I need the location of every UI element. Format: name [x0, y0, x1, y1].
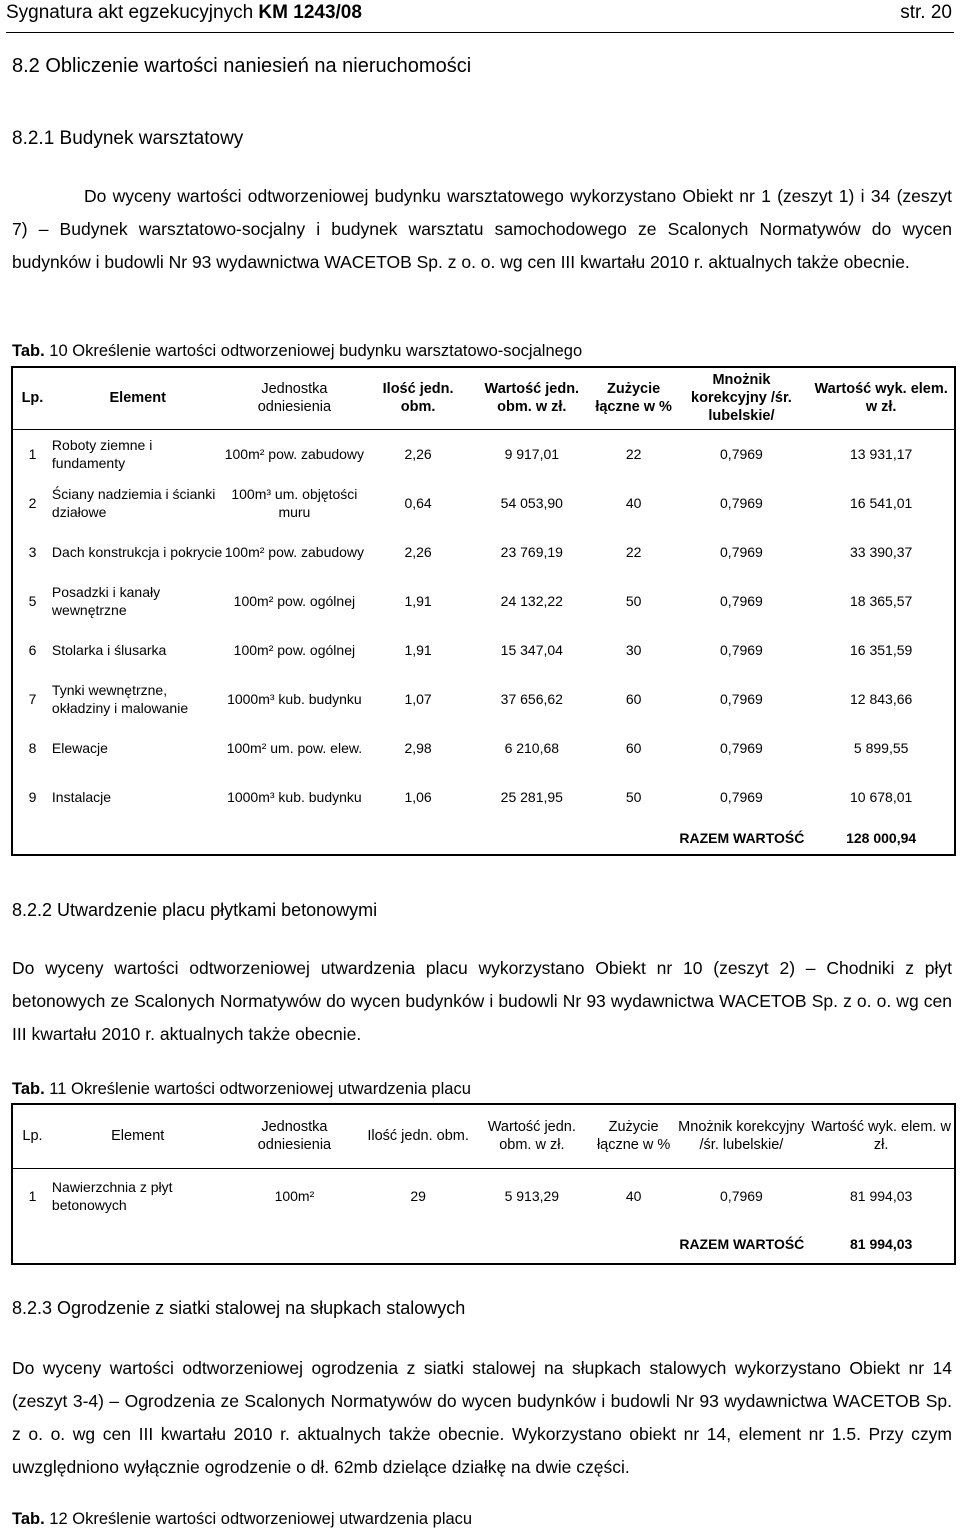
paragraph-823: Do wyceny wartości odtworzeniowej ogrodzenia z siatki stalowej na słupkach stalowych wykorzystano Obiekt nr 14 (zeszyt 3-4) – Ogrodzenia ze Scalonych Normatywów do wycen budynków i budowli Nr 93 wydawnictwa WACETOB Sp. z o. o. wg cen III kwartału 2010 r. aktualnych także obecnie. Wykorzystano obiekt nr 14, element nr 1.5. Przy czym uwzględniono wyłącznie ogrodzenie o dł. 62mb dzielące działkę na dwie części.	[12, 1358, 952, 1477]
total-label: RAZEM WARTOŚĆ	[679, 829, 805, 846]
row-multiplier: 0,7969	[720, 494, 763, 511]
row-qty: 0,64	[404, 494, 432, 511]
row-qty: 1,06	[404, 788, 432, 805]
page-number: str. 20	[900, 2, 952, 23]
row-unit: 100m²	[274, 1188, 315, 1205]
table-title-12: Tab. 12 Określenie wartości odtworzeniowej utwardzenia placu	[12, 1510, 473, 1528]
row-qty: 1,07	[404, 690, 432, 707]
row-unit-value: 6 210,68	[504, 739, 560, 756]
row-element: Instalacje	[51, 788, 112, 805]
row-wear: 60	[625, 690, 642, 707]
row-wear: 50	[625, 788, 642, 805]
table-row	[12, 625, 955, 674]
row-unit: 100m³ um. objętości muru	[231, 485, 358, 520]
row-unit-value: 9 917,01	[504, 445, 560, 462]
paragraph-821: Do wyceny wartości odtworzeniowej budynku warsztatowego wykorzystano Obiekt nr 1 (zeszyt 1) i 34 (zeszyt 7) – Budynek warsztatowo-socjalny i budynek warsztatu samochodowego ze Scalonych Normatywów do wycen budynków i budowli Nr 93 wydawnictwa WACETOB Sp. z o. o. wg cen III kwartału 2010 r. aktualnych także obecnie.	[12, 186, 952, 272]
row-qty: 29	[410, 1188, 426, 1205]
row-wear: 40	[625, 494, 642, 511]
row-multiplier: 0,7969	[720, 543, 763, 560]
row-lp: 1	[28, 1188, 37, 1205]
table-header-row	[12, 367, 955, 429]
col-header-qty: Ilość jedn. obm.	[367, 1128, 469, 1145]
row-element: Ściany nadziemia i ścianki działowe	[51, 485, 216, 520]
total-row	[12, 1224, 955, 1264]
row-lp: 1	[28, 445, 37, 462]
row-element: Stolarka i ślusarka	[51, 641, 167, 658]
table-row	[12, 576, 955, 625]
subsection-title-821: 8.2.1 Budynek warsztatowy	[12, 128, 244, 149]
row-element: Nawierzchnia z płyt betonowych	[51, 1179, 173, 1214]
row-value: 10 678,01	[850, 788, 913, 805]
case-signature: Sygnatura akt egzekucyjnych KM 1243/08	[6, 2, 362, 23]
col-header-unit-value: Wartość jedn. obm. w zł.	[484, 381, 580, 416]
table-11	[11, 1103, 956, 1265]
table-row	[12, 1168, 955, 1224]
col-header-qty: Ilość jedn. obm.	[382, 381, 454, 416]
row-wear: 40	[625, 1188, 642, 1205]
page-header	[6, 2, 952, 32]
subsection-title-822: 8.2.2 Utwardzenie placu płytkami betonowymi	[12, 900, 378, 920]
row-unit: 100m² pow. ogólnej	[233, 641, 356, 658]
col-header-wear: Zużycie łączne w %	[595, 381, 672, 416]
row-element: Dach konstrukcja i pokrycie	[51, 543, 223, 560]
col-header-unit-value: Wartość jedn. obm. w zł.	[487, 1119, 576, 1154]
subsection-title-823: 8.2.3 Ogrodzenie z siatki stalowej na słupkach stalowych	[12, 1298, 466, 1318]
total-row	[12, 821, 955, 855]
row-wear: 22	[625, 445, 642, 462]
col-header-wear: Zużycie łączne w %	[596, 1119, 671, 1154]
col-header-multiplier: Mnożnik korekcyjny /śr. lubelskie/	[678, 1119, 805, 1154]
row-unit: 1000m³ kub. budynku	[227, 690, 362, 707]
row-value: 33 390,37	[850, 543, 913, 560]
row-multiplier: 0,7969	[720, 1188, 763, 1205]
row-lp: 9	[28, 788, 37, 805]
row-multiplier: 0,7969	[720, 592, 763, 609]
row-lp: 5	[28, 592, 37, 609]
table-row	[12, 478, 955, 527]
row-value: 16 351,59	[850, 641, 913, 658]
row-wear: 60	[625, 739, 642, 756]
row-qty: 1,91	[404, 592, 432, 609]
row-unit-value: 25 281,95	[500, 788, 563, 805]
table-row	[12, 723, 955, 772]
row-unit: 100m² pow. ogólnej	[233, 592, 356, 609]
row-multiplier: 0,7969	[720, 641, 763, 658]
col-header-value: Wartość wyk. elem. w zł.	[814, 381, 948, 416]
col-header-value: Wartość wyk. elem. w zł.	[811, 1119, 951, 1154]
table-row	[12, 674, 955, 723]
row-lp: 3	[28, 543, 37, 560]
row-qty: 1,91	[404, 641, 432, 658]
row-element: Tynki wewnętrzne, okładziny i malowanie	[51, 681, 189, 716]
row-multiplier: 0,7969	[720, 690, 763, 707]
col-header-unit: Jednostka odniesienia	[257, 381, 332, 416]
row-qty: 2,26	[404, 543, 432, 560]
row-qty: 2,26	[404, 445, 432, 462]
row-value: 12 843,66	[850, 690, 913, 707]
row-element: Posadzki i kanały wewnętrzne	[51, 583, 161, 618]
col-header-lp: Lp.	[21, 390, 44, 407]
header-divider	[6, 32, 954, 33]
col-header-multiplier: Mnożnik korekcyjny /śr. lubelskie/	[691, 372, 792, 425]
paragraph-822: Do wyceny wartości odtworzeniowej utwardzenia placu wykorzystano Obiekt nr 10 (zeszyt 2) – Chodniki z płyt betonowych ze Scalonych Normatywów do wycen budynków i budowli Nr 93 wydawnictwa WACETOB Sp. z o. o. wg cen III kwartału 2010 r. aktualnych także obecnie.	[12, 958, 952, 1044]
col-header-element: Element	[111, 1128, 165, 1145]
row-unit: 1000m³ kub. budynku	[227, 788, 362, 805]
row-unit: 100m² pow. zabudowy	[224, 445, 365, 462]
row-lp: 7	[28, 690, 37, 707]
total-label: RAZEM WARTOŚĆ	[679, 1235, 805, 1252]
row-value: 13 931,17	[850, 445, 913, 462]
row-wear: 50	[625, 592, 642, 609]
table-row	[12, 429, 955, 478]
row-lp: 6	[28, 641, 37, 658]
row-multiplier: 0,7969	[720, 445, 763, 462]
row-value: 18 365,57	[850, 592, 913, 609]
row-lp: 2	[28, 494, 37, 511]
row-unit-value: 23 769,19	[500, 543, 563, 560]
row-unit: 100m² pow. zabudowy	[224, 543, 365, 560]
row-value: 5 899,55	[853, 739, 909, 756]
table-header-row	[12, 1104, 955, 1168]
row-lp: 8	[28, 739, 37, 756]
row-element: Roboty ziemne i fundamenty	[51, 436, 153, 471]
row-multiplier: 0,7969	[720, 739, 763, 756]
row-unit-value: 5 913,29	[504, 1188, 560, 1205]
row-unit: 100m² um. pow. elew.	[226, 739, 363, 756]
table-title-11: Tab. 11 Określenie wartości odtworzeniowej utwardzenia placu	[12, 1080, 471, 1098]
table-title-10: Tab. 10 Określenie wartości odtworzeniowej budynku warsztatowo-socjalnego	[12, 342, 583, 360]
col-header-element: Element	[109, 390, 166, 407]
row-value: 16 541,01	[850, 494, 913, 511]
row-unit-value: 37 656,62	[500, 690, 563, 707]
col-header-lp: Lp.	[22, 1128, 43, 1145]
row-multiplier: 0,7969	[720, 788, 763, 805]
row-wear: 22	[625, 543, 642, 560]
row-qty: 2,98	[404, 739, 432, 756]
table-row	[12, 772, 955, 821]
row-unit-value: 54 053,90	[500, 494, 563, 511]
row-value: 81 994,03	[850, 1188, 913, 1205]
table-row	[12, 527, 955, 576]
row-wear: 30	[625, 641, 642, 658]
row-unit-value: 15 347,04	[500, 641, 563, 658]
total-value: 81 994,03	[850, 1235, 913, 1252]
section-title: 8.2 Obliczenie wartości naniesień na nieruchomości	[12, 55, 472, 77]
total-value: 128 000,94	[846, 829, 917, 846]
table-10	[11, 366, 956, 856]
col-header-unit: Jednostka odniesienia	[257, 1119, 332, 1154]
row-element: Elewacje	[51, 739, 108, 756]
row-unit-value: 24 132,22	[500, 592, 563, 609]
